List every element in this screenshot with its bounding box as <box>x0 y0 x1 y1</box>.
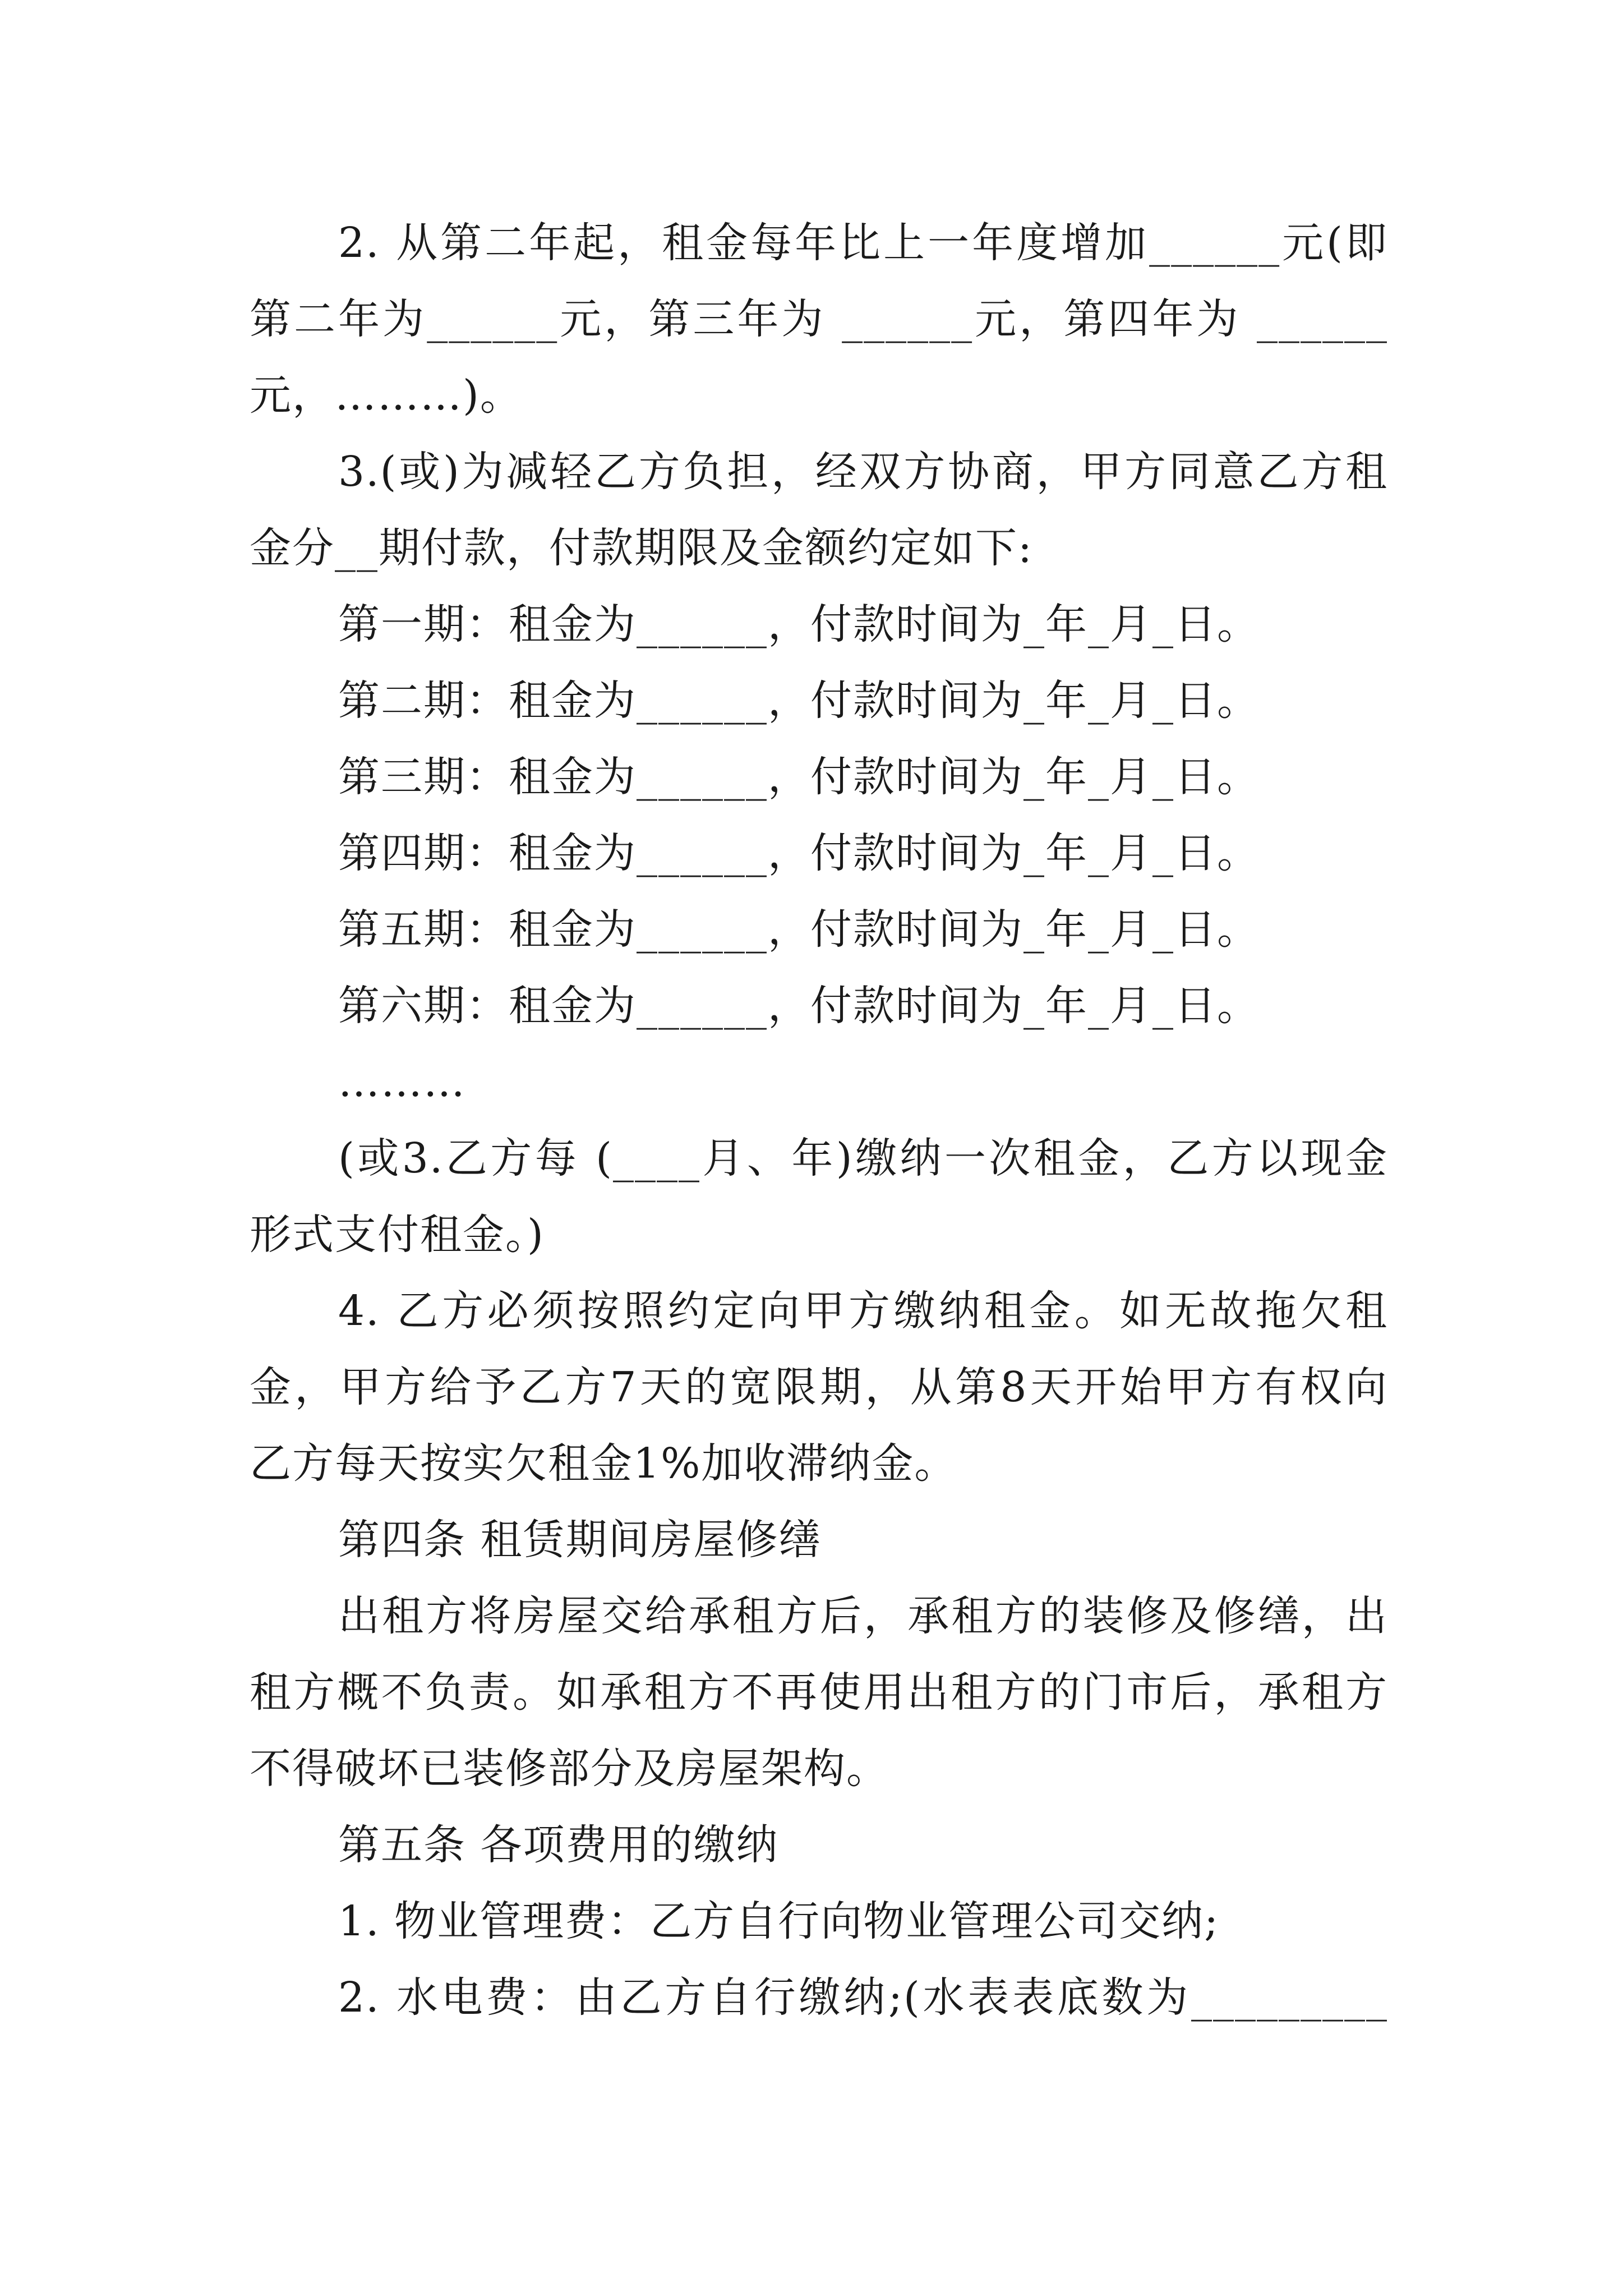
installment-line: 第五期：租金为______，付款时间为_年_月_日。 <box>338 905 1260 954</box>
document-page <box>250 205 1388 2036</box>
paragraph-line: 租方概不负责。如承租方不再使用出租方的门市后，承租方 <box>250 1668 1388 1717</box>
installment-line: 第六期：租金为______，付款时间为_年_月_日。 <box>338 982 1260 1030</box>
paragraph-line: 乙方每天按实欠租金1%加收滞纳金。 <box>250 1439 957 1488</box>
ellipsis-line: ……… <box>338 1058 466 1106</box>
installment-line: 第四期：租金为______，付款时间为_年_月_日。 <box>338 829 1260 877</box>
installment-line: 第三期：租金为______，付款时间为_年_月_日。 <box>338 753 1260 801</box>
section-heading: 第四条 租赁期间房屋修缮 <box>338 1516 822 1564</box>
installment-line: 第一期：租金为______，付款时间为_年_月_日。 <box>338 600 1260 648</box>
paragraph-line: 出租方将房屋交给承租方后，承租方的装修及修缮，出 <box>338 1592 1388 1640</box>
paragraph-line: 2. 水电费：由乙方自行缴纳;(水表表底数为_________ <box>338 1973 1388 2022</box>
paragraph-line: 2. 从第二年起，租金每年比上一年度增加______元(即 <box>338 219 1388 267</box>
section-heading: 第五条 各项费用的缴纳 <box>338 1821 779 1869</box>
paragraph-line: 形式支付租金。) <box>250 1211 545 1259</box>
paragraph-line: 不得破坏已装修部分及房屋架构。 <box>250 1745 889 1793</box>
paragraph-line: (或3.乙方每 (____月、年)缴纳一次租金，乙方以现金 <box>338 1134 1388 1182</box>
paragraph-line: 1. 物业管理费：乙方自行向物业管理公司交纳; <box>338 1897 1220 1945</box>
paragraph-line: 4. 乙方必须按照约定向甲方缴纳租金。如无故拖欠租 <box>338 1287 1388 1335</box>
paragraph-line: 金，甲方给予乙方7天的宽限期，从第8天开始甲方有权向 <box>250 1363 1388 1411</box>
installment-line: 第二期：租金为______，付款时间为_年_月_日。 <box>338 677 1260 725</box>
paragraph-line: 元，………)。 <box>250 371 523 420</box>
paragraph-line: 第二年为______元，第三年为 ______元，第四年为 ______ <box>250 295 1388 343</box>
paragraph-line: 金分__期付款，付款期限及金额约定如下: <box>250 524 1033 572</box>
paragraph-line: 3.(或)为减轻乙方负担，经双方协商，甲方同意乙方租 <box>338 448 1388 496</box>
